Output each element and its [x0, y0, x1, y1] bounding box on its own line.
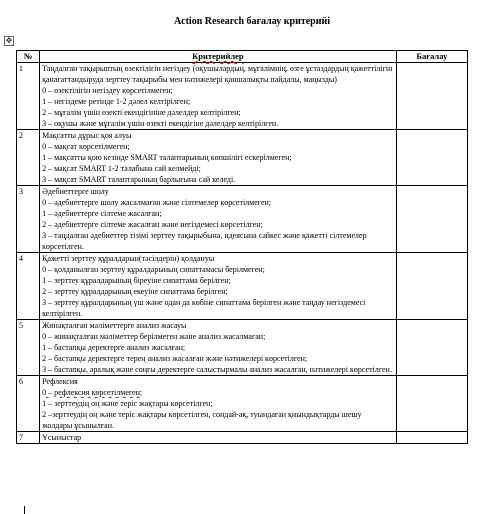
row-criteria [40, 432, 397, 444]
criterion-level: 2 – бастапқы деректерге терең анализ жасалған және нәтижелері көрсетілген; [42, 354, 308, 363]
row-num: 2 [17, 130, 40, 186]
row-criteria [40, 186, 397, 253]
text-cursor-mark [24, 506, 25, 514]
criterion-level: 0 – жинақталған мәліметтер берілмеген және анализ жасалмаған; [42, 332, 266, 341]
table-row [17, 63, 468, 130]
criterion-level: 3 – бастапқы, аралық және соңғы деректерге салыстырмалы анализ жасалған, нәтижелері көрсетілген. [42, 365, 392, 374]
table-header-row [17, 51, 468, 63]
criterion-heading: Әдебиеттерге шолу [42, 187, 109, 196]
criteria-table [16, 50, 468, 444]
criterion-heading: Таңдалған тақырыптың өзектілігін негіздеу (оқушылардың, мұғалімнің, өзге ұстаздардың қажеттілігін қанағаттандыруда зерттеу тақырыбы мен нәтижелері қаншалықты пайдалы, маңызды) [42, 64, 393, 84]
document-title: Action Research бағалау критерийі [173, 16, 331, 27]
row-criteria [40, 253, 397, 320]
criterion-level: 0 – рефлексия көрсетілмеген; [42, 388, 143, 397]
table-row [17, 130, 468, 186]
criterion-level: 3 – оқушы және мұғалім үшін өзекті екендігіне дәлелдер келтірілген. [42, 119, 279, 128]
criterion-heading: Жинақталған мәліметтерге анализ жасауы [42, 321, 187, 330]
criterion-heading: Мақсатты дұрыс қоя алуы [42, 131, 132, 140]
score-cell[interactable] [396, 186, 467, 253]
row-criteria [40, 320, 397, 376]
table-row [17, 253, 468, 320]
criterion-level: 2 – мақсат SMART 1-2 талабына сай келмейді; [42, 164, 201, 173]
criterion-level: 1 – әдебиеттерге сілтеме жасалған; [42, 209, 162, 218]
row-criteria [40, 63, 397, 130]
header-criteria-label: Критерийлер [192, 51, 244, 61]
criterion-level: 1 – зерттеу құралдарының біреуіне сипаттама берілген; [42, 276, 231, 285]
table-move-handle-icon[interactable]: ✥ [5, 36, 13, 45]
score-cell[interactable] [396, 376, 467, 432]
criterion-heading: Рефлексия [42, 377, 78, 386]
row-num: 6 [17, 376, 40, 432]
criterion-level: 2 – зерттеу құралдарының екеуіне сипаттама берілген; [42, 287, 228, 296]
criterion-heading: Ұсыныстар [42, 433, 82, 442]
score-cell[interactable] [396, 253, 467, 320]
score-cell[interactable] [396, 130, 467, 186]
criterion-level: 3 – мақсат SMART талаптарының барлығына сай келеді. [42, 175, 236, 184]
criterion-level: 2 –зерттеудің оң және теріс жақтары көрсетілген, сондай-ақ, туындаған қиындықтарды шешу жолдары ұсынылған. [42, 410, 362, 430]
row-criteria [40, 130, 397, 186]
criterion-level: 1 – мақсатты қою кезінде SMART талаптарының көпшілігі ескерілмеген; [42, 153, 292, 162]
header-num: № [17, 51, 40, 63]
criterion-level: 3 – таңдалған әдебиеттер тізімі зерттеу тақырыбына, идеясына сәйкес және қажетті сілтемелер көрсетілген. [42, 231, 367, 251]
table-row [17, 186, 468, 253]
header-score: Бағалау [396, 51, 467, 63]
table-row [17, 376, 468, 432]
row-num: 4 [17, 253, 40, 320]
criterion-level: 1 – зерттеудің оң және теріс жақтары көрсетілген; [42, 399, 213, 408]
table-row [17, 320, 468, 376]
header-criteria [40, 51, 397, 63]
criterion-heading: Қажетті зерттеу құралдарын(тәсілдерін) қолдануы [42, 254, 215, 263]
table-row [17, 432, 468, 444]
score-cell[interactable] [396, 432, 467, 444]
criterion-level: 2 – әдебиеттерге сілтеме жасалған және негіздемесі көрсетілген; [42, 220, 263, 229]
criterion-level: 0 – өзектілігін негіздеу көрсетілмеген; [42, 86, 173, 95]
criterion-level: 1 – бастапқы деректерге анализ жасалған; [42, 343, 186, 352]
row-criteria [40, 376, 397, 432]
row-num: 3 [17, 186, 40, 253]
criterion-level: 3 – зерттеу құралдарының үш және одан да көбіне сипаттама берілген және таңдау негіздемесі келтірілген. [42, 298, 366, 318]
score-cell[interactable] [396, 63, 467, 130]
row-num: 1 [17, 63, 40, 130]
score-cell[interactable] [396, 320, 467, 376]
criterion-level: 0 – әдебиеттерге шолу жасалмаған және сілтемелер көрсетілмеген; [42, 198, 272, 207]
criterion-level: 1 – негіздеме ретінде 1-2 дәлел келтірілген; [42, 97, 191, 106]
criterion-level: 2 – мұғалім үшін өзекті екендігініне дәлелдер келтірілген; [42, 108, 241, 117]
row-num: 7 [17, 432, 40, 444]
row-num: 5 [17, 320, 40, 376]
criterion-level: 0 – мақсат көрсетілмеген; [42, 142, 130, 151]
criterion-level: 0 – қолданылған зерттеу құралдарының сипаттамасы берілмеген; [42, 265, 265, 274]
